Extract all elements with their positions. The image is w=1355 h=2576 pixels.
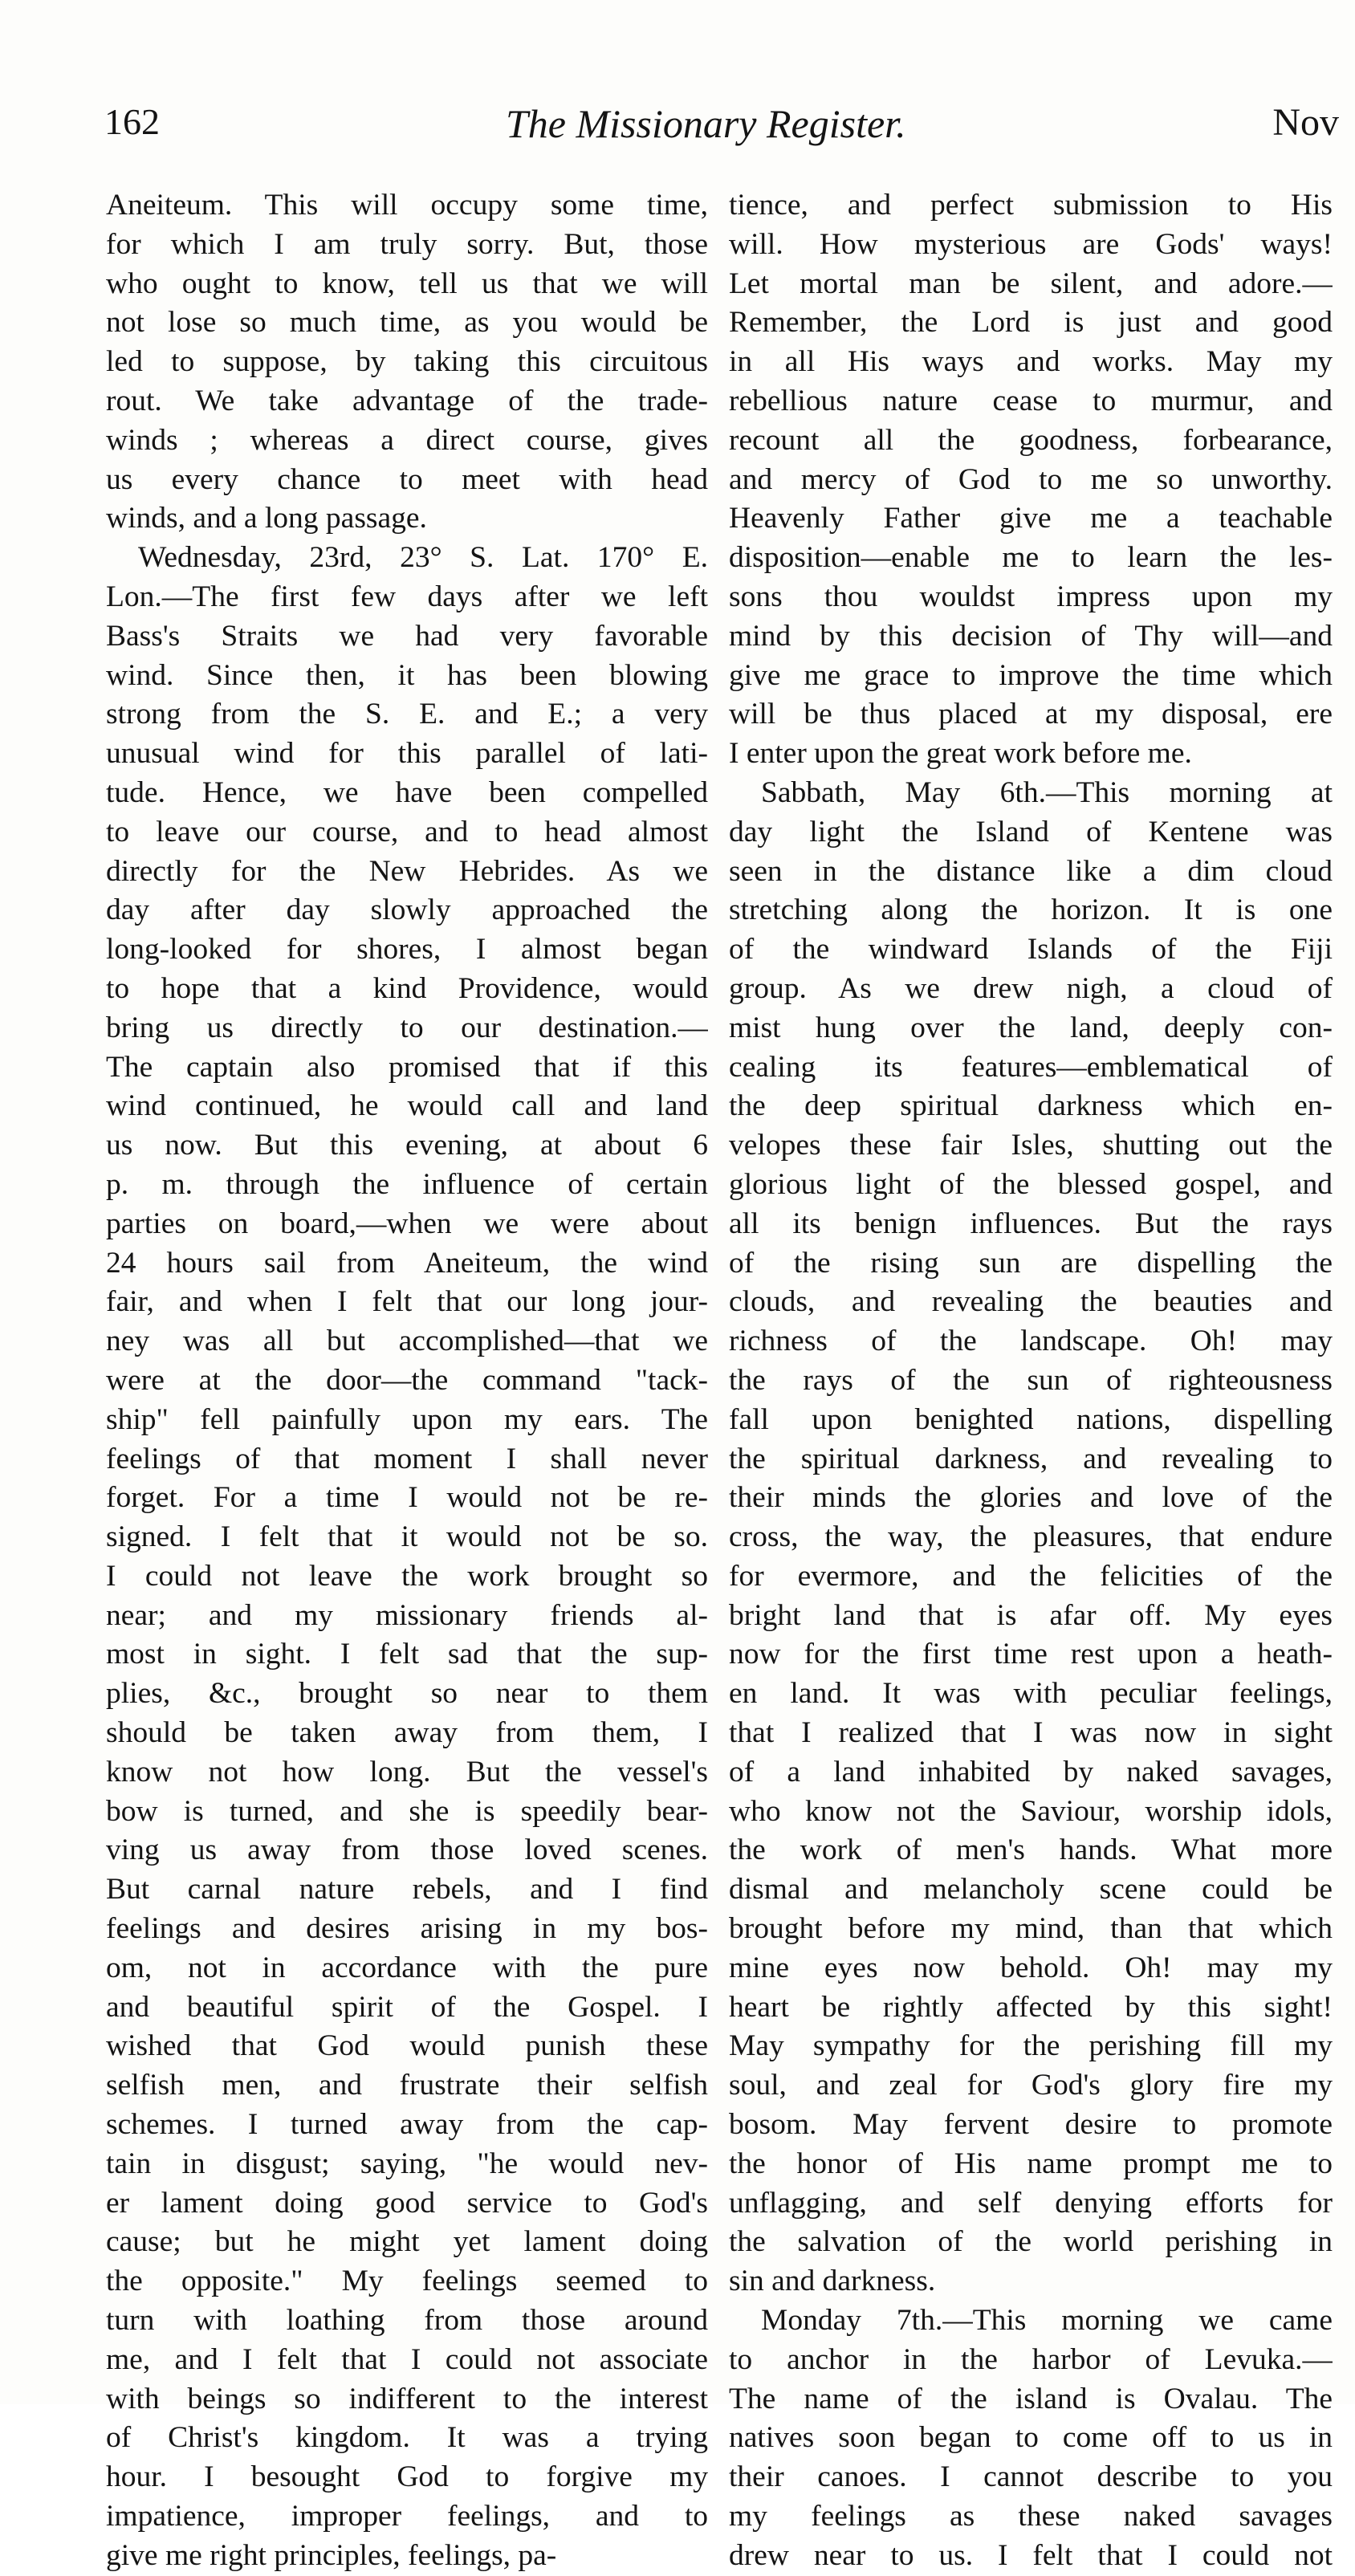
text-line: led to suppose, by taking this circuitous	[106, 345, 708, 379]
text-line: the spiritual darkness, and revealing to	[729, 1442, 1333, 1475]
text-line: long-looked for shores, I almost began	[106, 933, 708, 967]
text-line: winds, and a long passage.	[106, 502, 427, 535]
text-line: all its benign influences. But the rays	[729, 1207, 1333, 1240]
text-line: for evermore, and the felicities of the	[729, 1559, 1333, 1593]
text-line: the salvation of the world perishing in	[729, 2225, 1333, 2259]
text-line: of the rising sun are dispelling the	[729, 1246, 1333, 1280]
text-line: fall upon benighted nations, dispelling	[729, 1402, 1333, 1436]
text-line: the rays of the sun of righteousness	[729, 1363, 1333, 1397]
text-line: Sabbath, May 6th.—This morning at	[761, 775, 1333, 809]
text-line: the deep spiritual darkness which en-	[729, 1089, 1333, 1123]
text-line: stretching along the horizon. It is one	[729, 893, 1333, 927]
text-line: feelings of that moment I shall never	[106, 1442, 708, 1475]
text-line: us now. But this evening, at about 6	[106, 1129, 708, 1162]
text-line: who ought to know, tell us that we will	[106, 267, 708, 300]
text-line: of a land inhabited by naked savages,	[729, 1755, 1333, 1789]
text-line: Wednesday, 23rd, 23° S. Lat. 170° E.	[138, 541, 708, 575]
right-column	[729, 186, 1333, 2576]
text-line: of the windward Islands of the Fiji	[729, 933, 1333, 967]
text-line: I enter upon the great work before me.	[729, 737, 1192, 771]
text-line: Heavenly Father give me a teachable	[729, 502, 1333, 535]
text-line: rebellious nature cease to murmur, and	[729, 384, 1333, 417]
text-line: to leave our course, and to head almost	[106, 815, 708, 848]
text-line: unflagging, and self denying efforts for	[729, 2186, 1333, 2220]
text-line: forget. For a time I would not be re-	[106, 1481, 708, 1515]
running-header	[104, 100, 1339, 157]
text-line: velopes these fair Isles, shutting out the	[729, 1129, 1333, 1162]
text-line: us every chance to meet with head	[106, 462, 708, 496]
text-line: day light the Island of Kentene was	[729, 815, 1333, 848]
text-line: will. How mysterious are Gods' ways!	[729, 227, 1333, 261]
text-line: turn with loathing from those around	[106, 2304, 708, 2338]
text-line: wind. Since then, it has been blowing	[106, 658, 708, 692]
text-line: most in sight. I felt sad that the sup-	[106, 1638, 708, 1671]
text-line: of Christ's kingdom. It was a trying	[106, 2421, 708, 2455]
text-line: Let mortal man be silent, and adore.—	[729, 267, 1333, 300]
text-line: to anchor in the harbor of Levuka.—	[729, 2342, 1333, 2376]
text-line: tain in disgust; saying, "he would nev-	[106, 2147, 708, 2180]
text-line: p. m. through the influence of certain	[106, 1167, 708, 1201]
text-line: winds ; whereas a direct course, gives	[106, 423, 708, 457]
text-line: my feelings as these naked savages	[729, 2500, 1333, 2533]
text-line: tude. Hence, we have been compelled	[106, 775, 708, 809]
text-line: But carnal nature rebels, and I find	[106, 1873, 708, 1907]
text-line: clouds, and revealing the beauties and	[729, 1285, 1333, 1319]
page-number: 162	[104, 101, 160, 142]
text-line: en land. It was with peculiar feelings,	[729, 1677, 1333, 1711]
text-line: their minds the glories and love of the	[729, 1481, 1333, 1515]
text-line: the honor of His name prompt me to	[729, 2147, 1333, 2180]
text-line: richness of the landscape. Oh! may	[729, 1325, 1333, 1358]
text-line: me, and I felt that I could not associate	[106, 2342, 708, 2376]
text-line: bow is turned, and she is speedily bear-	[106, 1794, 708, 1828]
text-line: er lament doing good service to God's	[106, 2186, 708, 2220]
text-line: group. As we drew nigh, a cloud of	[729, 971, 1333, 1005]
text-line: om, not in accordance with the pure	[106, 1951, 708, 1984]
text-line: heart be rightly affected by this sight!	[729, 1990, 1333, 2024]
text-line: ving us away from those loved scenes.	[106, 1833, 708, 1867]
text-line: now for the first time rest upon a heath-	[729, 1638, 1333, 1671]
text-line: bring us directly to our destination.—	[106, 1011, 708, 1044]
text-line: mist hung over the land, deeply con-	[729, 1011, 1333, 1044]
text-line: soul, and zeal for God's glory fire my	[729, 2069, 1333, 2102]
text-line: dismal and melancholy scene could be	[729, 1873, 1333, 1907]
text-line: strong from the S. E. and E.; a very	[106, 698, 708, 731]
text-line: Remember, the Lord is just and good	[729, 306, 1333, 340]
text-line: bright land that is afar off. My eyes	[729, 1598, 1333, 1632]
text-line: near; and my missionary friends al-	[106, 1598, 708, 1632]
text-line: that I realized that I was now in sight	[729, 1716, 1333, 1750]
text-line: disposition—enable me to learn the les-	[729, 541, 1333, 575]
text-line: with beings so indifferent to the interest	[106, 2382, 708, 2415]
journal-title: The Missionary Register.	[506, 101, 906, 146]
running-month: Nov	[1272, 101, 1339, 144]
text-line: sons thou wouldst impress upon my	[729, 580, 1333, 613]
text-line: natives soon began to come off to us in	[729, 2421, 1333, 2455]
left-column	[106, 186, 708, 2576]
text-line: for which I am truly sorry. But, those	[106, 227, 708, 261]
text-line: give me right principles, feelings, pa-	[106, 2538, 557, 2572]
text-line: should be taken away from them, I	[106, 1716, 708, 1750]
text-line: feelings and desires arising in my bos-	[106, 1912, 708, 1946]
text-line: schemes. I turned away from the cap-	[106, 2108, 708, 2142]
text-line: cealing its features—emblematical of	[729, 1050, 1333, 1084]
text-line: wind continued, he would call and land	[106, 1089, 708, 1123]
text-line: in all His ways and works. May my	[729, 345, 1333, 379]
text-line: the work of men's hands. What more	[729, 1833, 1333, 1867]
text-line: The captain also promised that if this	[106, 1050, 708, 1084]
text-line: selfish men, and frustrate their selfish	[106, 2069, 708, 2102]
text-line: their canoes. I cannot describe to you	[729, 2460, 1333, 2494]
text-line: fair, and when I felt that our long jour-	[106, 1285, 708, 1319]
text-line: seen in the distance like a dim cloud	[729, 854, 1333, 888]
text-line: sin and darkness.	[729, 2265, 936, 2298]
text-line: to hope that a kind Providence, would	[106, 971, 708, 1005]
text-line: 24 hours sail from Aneiteum, the wind	[106, 1246, 708, 1280]
text-line: the opposite." My feelings seemed to	[106, 2265, 708, 2298]
text-line: cause; but he might yet lament doing	[106, 2225, 708, 2259]
text-line: not lose so much time, as you would be	[106, 306, 708, 340]
text-line: were at the door—the command "tack-	[106, 1363, 708, 1397]
text-line: Aneiteum. This will occupy some time,	[106, 189, 708, 222]
text-line: and beautiful spirit of the Gospel. I	[106, 1990, 708, 2024]
text-line: directly for the New Hebrides. As we	[106, 854, 708, 888]
text-line: recount all the goodness, forbearance,	[729, 423, 1333, 457]
text-line: mind by this decision of Thy will—and	[729, 619, 1333, 653]
text-line: rout. We take advantage of the trade-	[106, 384, 708, 417]
text-line: hour. I besought God to forgive my	[106, 2460, 708, 2494]
text-line: tience, and perfect submission to His	[729, 189, 1333, 222]
text-line: unusual wind for this parallel of lati-	[106, 737, 708, 771]
text-line: and mercy of God to me so unworthy.	[729, 462, 1333, 496]
text-line: parties on board,—when we were about	[106, 1207, 708, 1240]
text-line: drew near to us. I felt that I could not	[729, 2538, 1333, 2572]
text-line: ney was all but accomplished—that we	[106, 1325, 708, 1358]
text-line: cross, the way, the pleasures, that endure	[729, 1520, 1333, 1554]
text-line: Monday 7th.—This morning we came	[761, 2304, 1333, 2338]
text-line: ship" fell painfully upon my ears. The	[106, 1402, 708, 1436]
text-line: I could not leave the work brought so	[106, 1559, 708, 1593]
text-line: brought before my mind, than that which	[729, 1912, 1333, 1946]
text-line: bosom. May fervent desire to promote	[729, 2108, 1333, 2142]
text-line: signed. I felt that it would not be so.	[106, 1520, 708, 1554]
text-line: plies, &c., brought so near to them	[106, 1677, 708, 1711]
text-line: give me grace to improve the time which	[729, 658, 1333, 692]
text-line: glorious light of the blessed gospel, and	[729, 1167, 1333, 1201]
text-line: wished that God would punish these	[106, 2029, 708, 2063]
text-line: will be thus placed at my disposal, ere	[729, 698, 1333, 731]
text-line: Bass's Straits we had very favorable	[106, 619, 708, 653]
text-line: mine eyes now behold. Oh! may my	[729, 1951, 1333, 1984]
text-line: May sympathy for the perishing fill my	[729, 2029, 1333, 2063]
text-line: Lon.—The first few days after we left	[106, 580, 708, 613]
text-line: The name of the island is Ovalau. The	[729, 2382, 1333, 2415]
text-line: impatience, improper feelings, and to	[106, 2500, 708, 2533]
text-line: day after day slowly approached the	[106, 893, 708, 927]
text-line: know not how long. But the vessel's	[106, 1755, 708, 1789]
text-line: who know not the Saviour, worship idols,	[729, 1794, 1333, 1828]
